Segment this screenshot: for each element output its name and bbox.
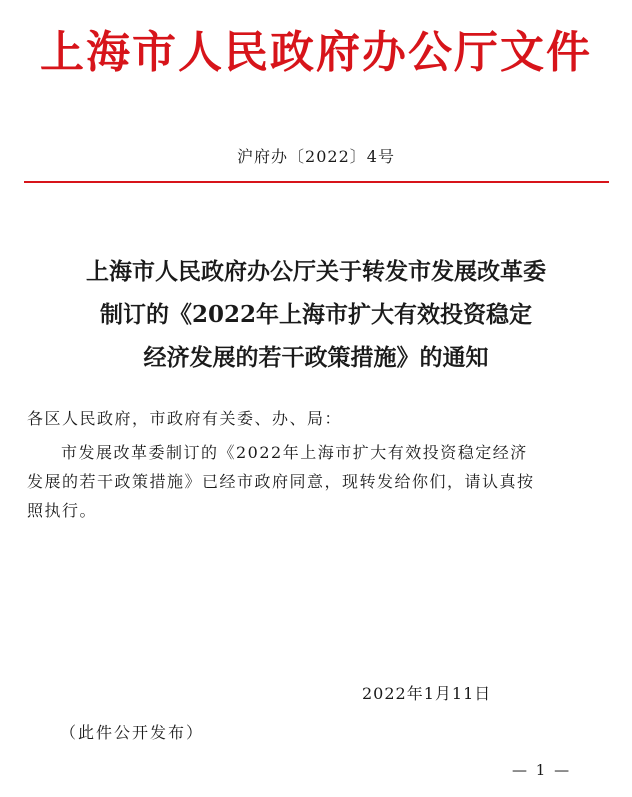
paragraph-line: 市发展改革委制订的《2022年上海市扩大有效投资稳定经济 <box>61 443 528 462</box>
title-line: 经济发展的若干政策措施》的通知 <box>143 344 489 371</box>
paragraph-line: 发展的若干政策措施》已经市政府同意，现转发给你们，请认真按 <box>27 472 535 491</box>
page-number: — 1 — <box>512 761 572 779</box>
document-number: 沪府办〔2022〕4号 <box>237 147 395 166</box>
body-paragraph <box>27 438 612 525</box>
salutation: 各区人民政府，市政府有关委、办、局： <box>27 409 343 428</box>
document-title <box>0 250 632 379</box>
title-line: 上海市人民政府办公厅关于转发市发展改革委 <box>86 258 546 285</box>
issue-date: 2022年1月11日 <box>362 684 492 703</box>
document-masthead: 上海市人民政府办公厅文件 <box>40 27 592 78</box>
paragraph-line: 照执行。 <box>27 501 98 520</box>
public-release-note: （此件公开发布） <box>60 723 205 742</box>
red-separator-line <box>24 181 609 183</box>
title-line: 制订的《2022年上海市扩大有效投资稳定 <box>99 301 532 328</box>
